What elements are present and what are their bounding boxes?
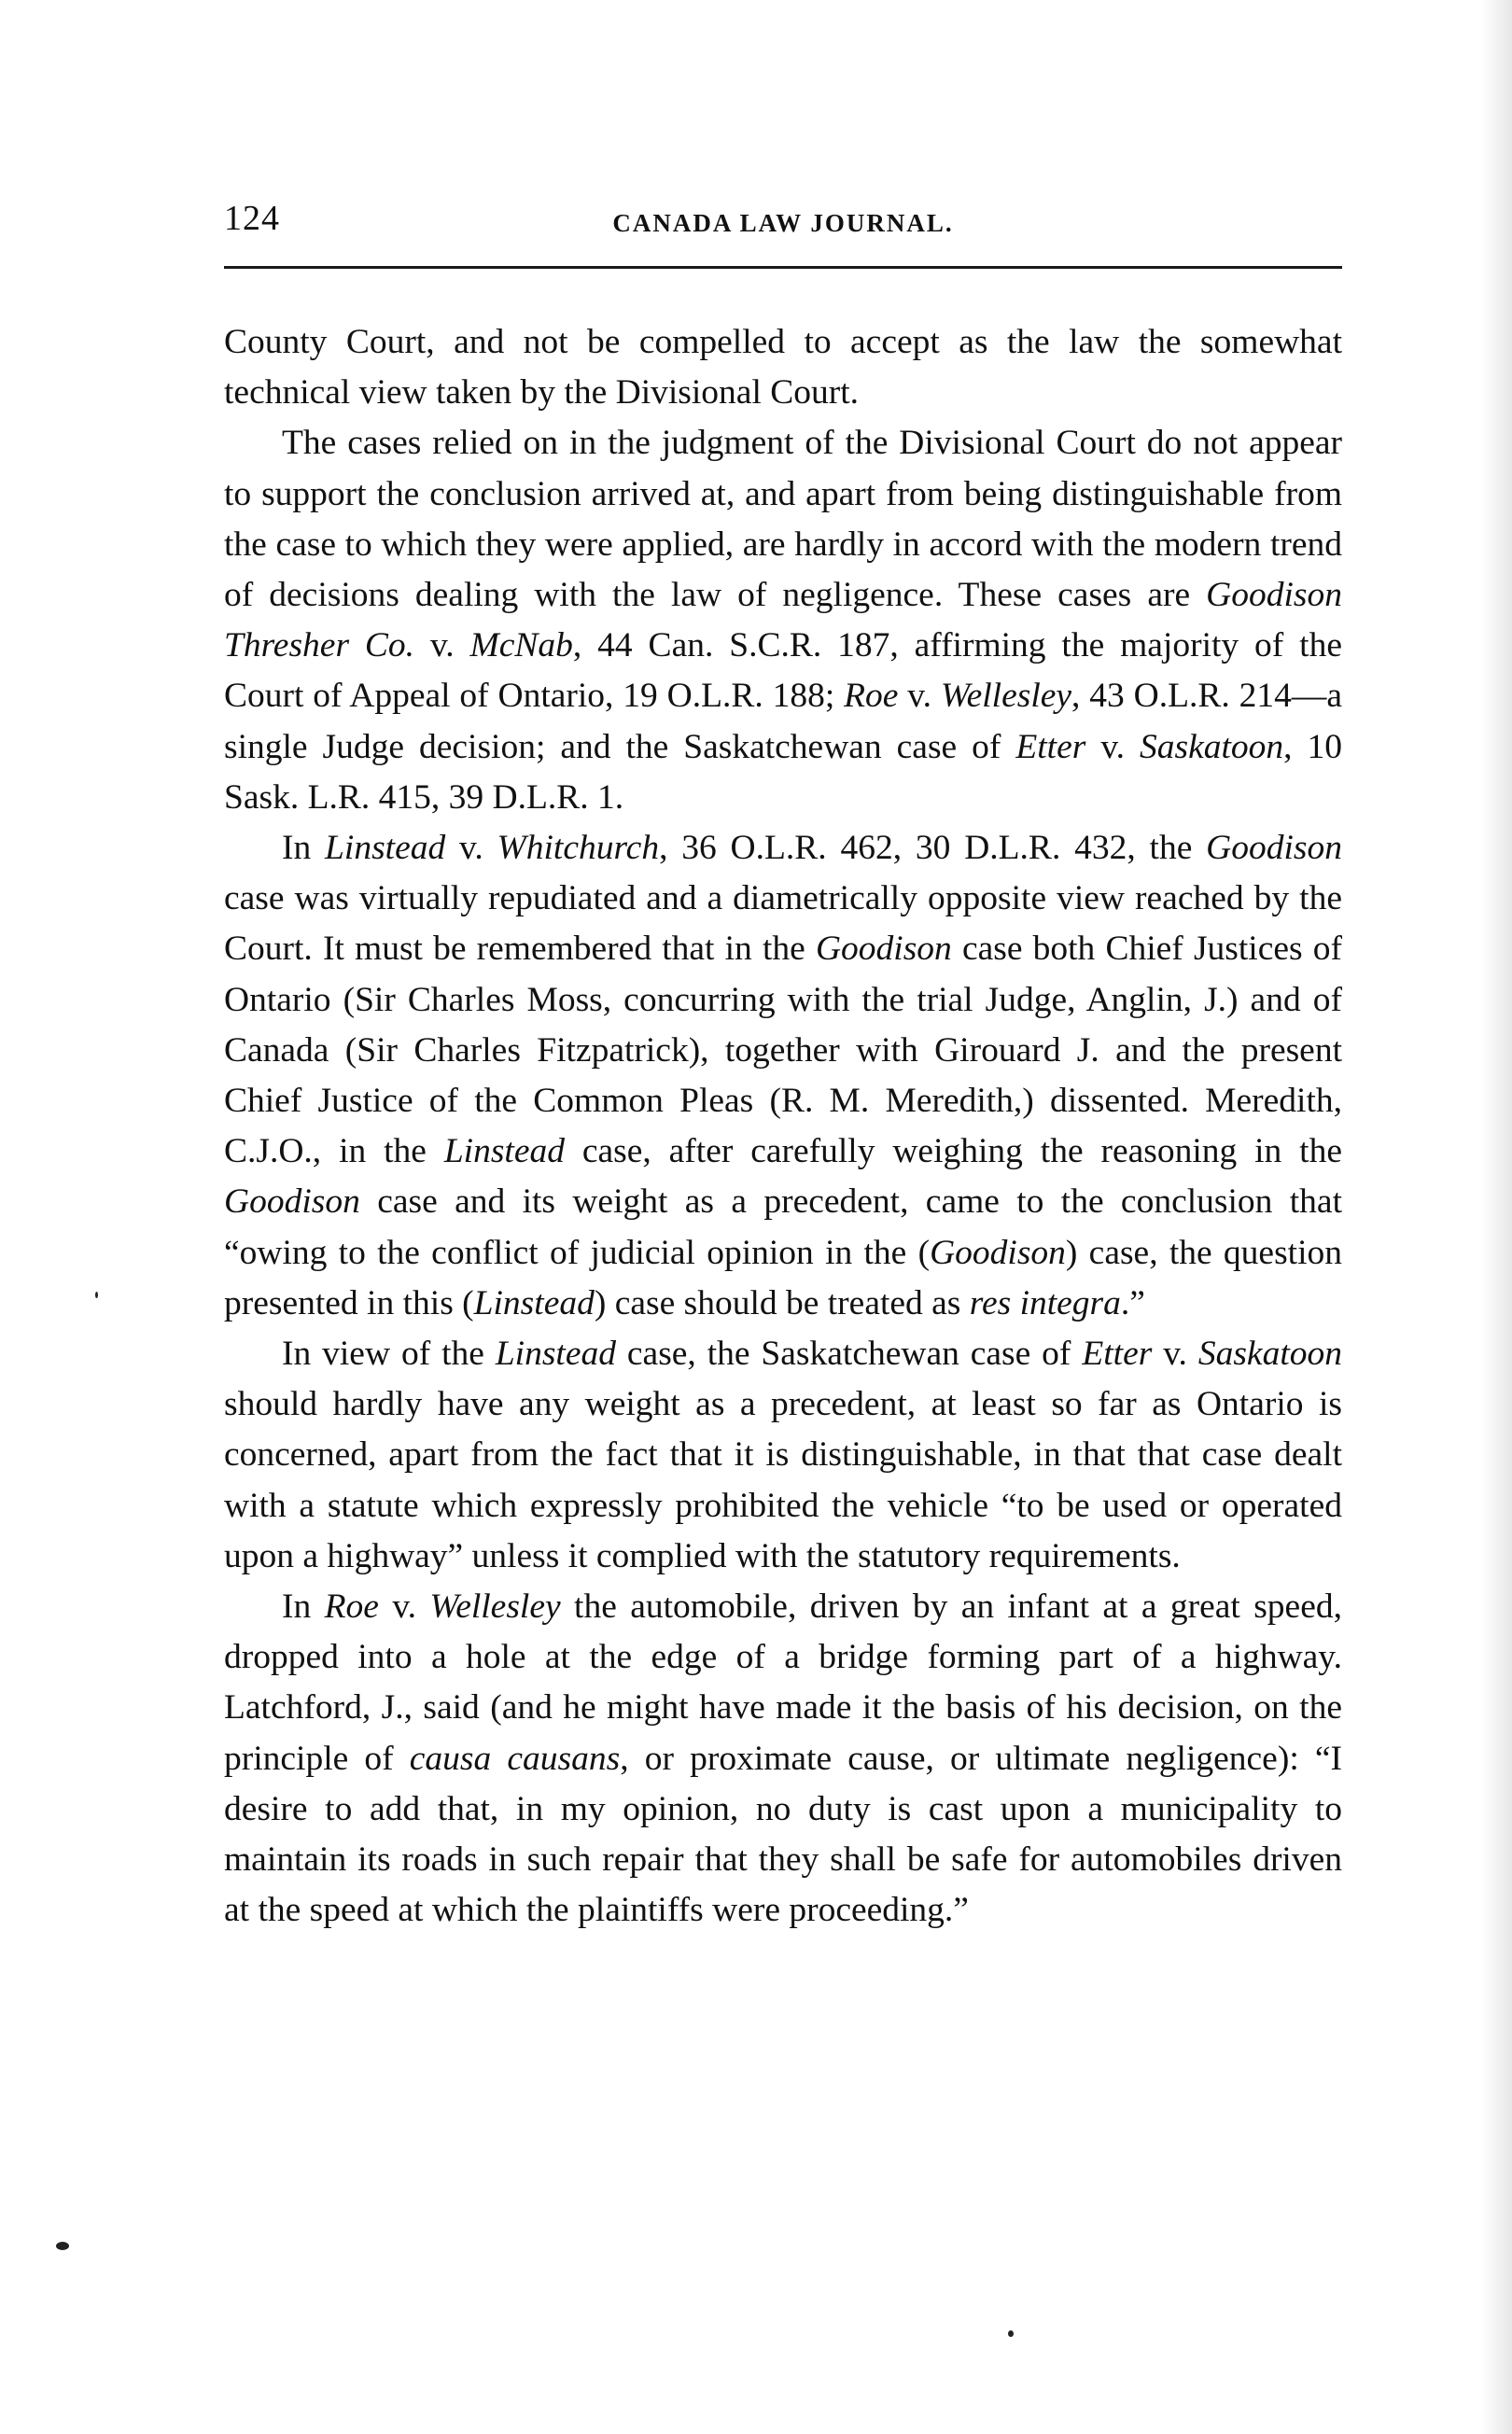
italic-term: Wellesley bbox=[429, 1588, 561, 1627]
italic-term: res integra bbox=[969, 1283, 1121, 1322]
italic-term: Linstead bbox=[495, 1335, 616, 1374]
scan-speck bbox=[1008, 2330, 1014, 2337]
italic-term: Goodison bbox=[1206, 829, 1342, 868]
italic-term: Roe bbox=[844, 677, 899, 716]
paragraph: In Linstead v. Whitchurch, 36 O.L.R. 462, 30 D.L.R. 432, the Goodison case was virtually repudiated and a diametrically opposite view reached by the Court. It must be remembered that in the Goodison case both Chief Justices of Ontario (Sir Charles Moss, concurring with the trial Judge, Anglin, J.) and of Canada (Sir Charles Fitzpatrick), together with Girouard J. and the present Chief Justice of the Common Pleas (R. M. Meredith,) dissented. Meredith, C.J.O., in the Linstead case, after carefully weighing the reasoning in the Goodison case and its weight as a precedent, came to the conclusion that “owing to the conflict of judicial opinion in the (Goodison) case, the question presented in this (Linstead) case should be treated as res integra.” bbox=[224, 829, 1343, 1322]
italic-term: Goodison bbox=[930, 1233, 1066, 1272]
page-header bbox=[224, 198, 1342, 246]
italic-term: Roe bbox=[324, 1588, 379, 1627]
italic-term: Linstead bbox=[325, 829, 446, 868]
italic-term: Linstead bbox=[443, 1132, 565, 1171]
italic-term: Goodison Thresher Co. bbox=[224, 576, 1342, 665]
paragraph: In Roe v. Wellesley the automobile, driven by an infant at a great speed, dropped into a hole at the edge of a bridge forming part of a highway. Latchford, J., said (and he might have made it the basis of his decision, on the principle of causa causans, or proximate cause, or ultimate negligence): “I desire to add that, in my opinion, no duty is cast upon a municipality to maintain its roads in such repair that they shall be safe for automobiles driven at the speed at which the plaintiffs were proceeding.” bbox=[224, 1588, 1342, 1930]
italic-term: Linstead bbox=[473, 1283, 595, 1322]
italic-term: Goodison bbox=[224, 1182, 360, 1222]
scan-speck bbox=[95, 1292, 98, 1298]
italic-term: Whitchurch bbox=[497, 829, 660, 868]
italic-term: Saskatoon bbox=[1197, 1335, 1342, 1374]
italic-term: Saskatoon bbox=[1139, 727, 1284, 766]
paragraph: In view of the Linstead case, the Saskatchewan case of Etter v. Saskatoon should hardly have any weight as a precedent, at least so far as Ontario is concerned, apart from the fact that it is distinguishable, in that that case dealt with a statute which expressly prohibited the vehicle “to be used or operated upon a highway” unless it complied with the statutory requirements. bbox=[224, 1335, 1342, 1575]
italic-term: Etter bbox=[1082, 1335, 1153, 1374]
italic-term: Goodison bbox=[815, 930, 952, 969]
paragraph: County Court, and not be compelled to accept as the law the somewhat technical view taken by the Divisional Court. bbox=[224, 323, 1342, 413]
running-head: CANADA LAW JOURNAL. bbox=[612, 209, 954, 237]
italic-term: causa causans bbox=[409, 1739, 621, 1778]
page-number: 124 bbox=[224, 199, 280, 238]
scan-speck bbox=[56, 2242, 69, 2250]
article-body bbox=[224, 317, 1342, 1937]
header-rule bbox=[224, 266, 1342, 269]
italic-term: Etter bbox=[1015, 727, 1086, 766]
italic-term: McNab bbox=[469, 626, 573, 665]
scan-edge-shadow bbox=[1480, 0, 1512, 2434]
italic-term: Wellesley bbox=[940, 677, 1072, 716]
paragraph: The cases relied on in the judgment of the Divisional Court do not appear to support the conclusion arrived at, and apart from being distinguishable from the case to which they were applied, are hardly in accord with the modern trend of decisions dealing with the law of negligence. These cases are Goodison Thresher Co. v. McNab, 44 Can. S.C.R. 187, affirming the majority of the Court of Appeal of Ontario, 19 O.L.R. 188; Roe v. Wellesley, 43 O.L.R. 214—a single Judge decision; and the Saskatchewan case of Etter v. Saskatoon, 10 Sask. L.R. 415, 39 D.L.R. 1. bbox=[224, 424, 1343, 817]
